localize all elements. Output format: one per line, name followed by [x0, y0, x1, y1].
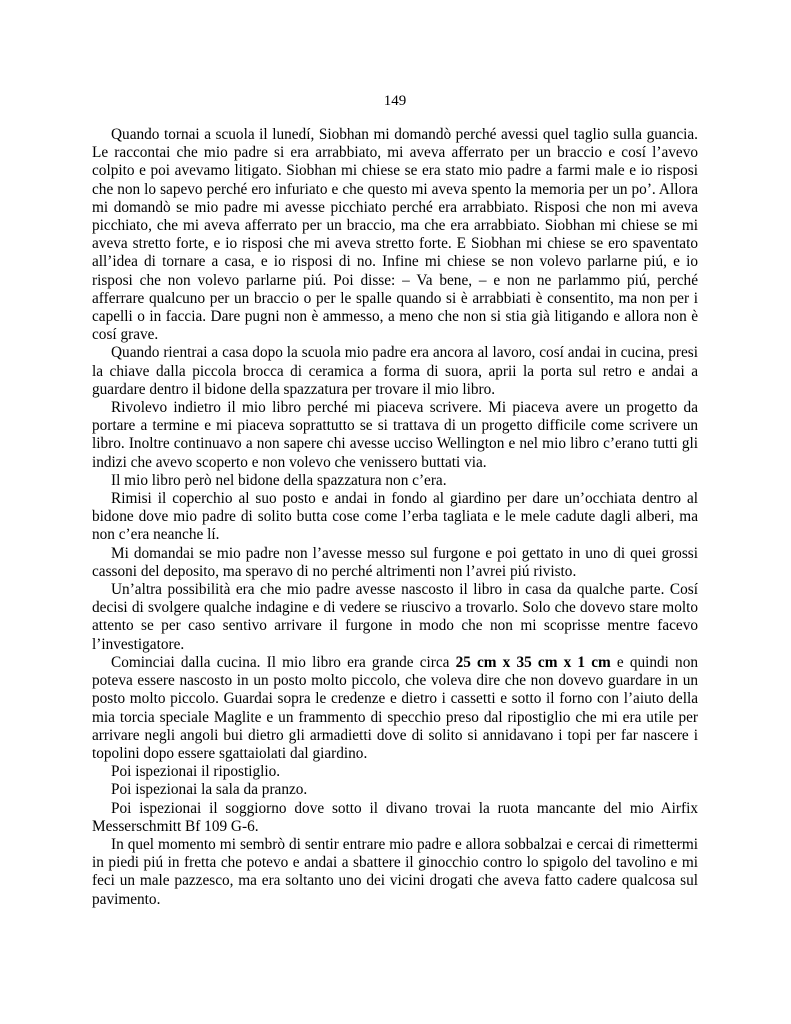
paragraph: Poi ispezionai la sala da pranzo.: [111, 781, 308, 799]
paragraph: Rivolevo indietro il mio libro perché mi piaceva scrivere. Mi piaceva avere un progetto da portare a termine e mi piaceva soprattutto se si trattava di un progetto difficile come scrivere un libro. Inoltre continuavo a non sapere chi avesse ucciso Wellington e nel mio libro c’erano tutti gli indizi che avevo scoperto e non volevo che venissero buttati via.: [92, 399, 698, 471]
body-text: [92, 126, 698, 909]
paragraph: Il mio libro però nel bidone della spazzatura non c’era.: [111, 471, 447, 489]
paragraph: Poi ispezionai il ripostiglio.: [111, 763, 281, 781]
paragraph: Rimisi il coperchio al suo posto e andai in fondo al giardino per dare un’occhiata dentro al bidone dove mio padre di solito butta cose come l’erba tagliata e le mele cadute dagli alberi, ma non c’era neanche lí.: [92, 490, 698, 544]
paragraph: Mi domandai se mio padre non l’avesse messo sul furgone e poi gettato in uno di quei grossi cassoni del deposito, ma speravo di no perché altrimenti non l’avrei piú rivisto.: [92, 544, 698, 580]
paragraph-text: e quindi non poteva essere nascosto in un posto molto piccolo, che voleva dire che non dovevo guardare in un posto molto piccolo. Guardai sopra le credenze e dietro i cassetti e sotto il forno con l’aiuto della mia torcia speciale Maglite e un frammento di specchio preso dal ripostiglio che mi era utile per arrivare negli angoli bui dietro gli armadietti dove di solito si annidavano i topi per far nascere i topolini dopo essere sgattaiolati dal giardino.: [92, 653, 699, 762]
paragraph: In quel momento mi sembrò di sentir entrare mio padre e allora sobbalzai e cercai di rimettermi in piedi piú in fretta che potevo e andai a sbattere il ginocchio contro lo spigolo del tavolino e mi feci un male pazzesco, ma era soltanto uno dei vicini drogati che aveva fatto cadere qualcosa sul pavimento.: [92, 835, 698, 908]
page-number: 149: [383, 93, 407, 109]
paragraph: Un’altra possibilità era che mio padre avesse nascosto il libro in casa da qualche parte. Cosí decisi di svolgere qualche indagine e di vedere se riuscivo a trovarlo. Solo che dovevo stare molto attento se per caso sentivo arrivare il furgone in modo che non mi scoprisse mentre facevo l’investigatore.: [92, 581, 698, 653]
paragraph: Quando rientrai a casa dopo la scuola mio padre era ancora al lavoro, cosí andai in cucina, presi la chiave dalla piccola brocca di ceramica a forma di suora, aprii la porta sul retro e andai a guardare dentro il bidone della spazzatura per trovare il mio libro.: [92, 344, 698, 398]
paragraph: [92, 654, 698, 763]
paragraph-text: Cominciai dalla cucina. Il mio libro era grande circa: [111, 653, 456, 671]
book-dimensions: 25 cm x 35 cm x 1 cm: [455, 653, 611, 671]
paragraph: Poi ispezionai il soggiorno dove sotto il divano trovai la ruota mancante del mio Airfix Messerschmitt Bf 109 G-6.: [92, 799, 698, 835]
paragraph: Quando tornai a scuola il lunedí, Siobhan mi domandò perché avessi quel taglio sulla guancia. Le raccontai che mio padre si era arrabbiato, mi aveva afferrato per un braccio e cosí l’avevo colpito e poi avevamo litigato. Siobhan mi chiese se era stato mio padre a farmi male e io risposi che non lo sapevo perché ero infuriato e che questo mi aveva spento la memoria per un po’. Allora mi domandò se mio padre mi avesse picchiato perché era arrabbiato. Risposi che non mi aveva picchiato, che mi aveva afferrato per un braccio, ma che era arrabbiato. Siobhan mi chiese se mi aveva stretto forte, e io risposi che mi aveva stretto forte. E Siobhan mi chiese se ero spaventato all’idea di tornare a casa, e io risposi di no. Infine mi chiese se non volevo parlarne piú, e io risposi che non volevo parlarne piú. Poi disse: – Va bene, – e non ne parlammo piú, perché afferrare qualcuno per un braccio o per le spalle quando si è arrabbiati è consentito, ma non per i capelli o in faccia. Dare pugni non è ammesso, a meno che non si stia già litigando e allora non è cosí grave.: [92, 126, 698, 344]
book-page: [92, 0, 698, 1024]
